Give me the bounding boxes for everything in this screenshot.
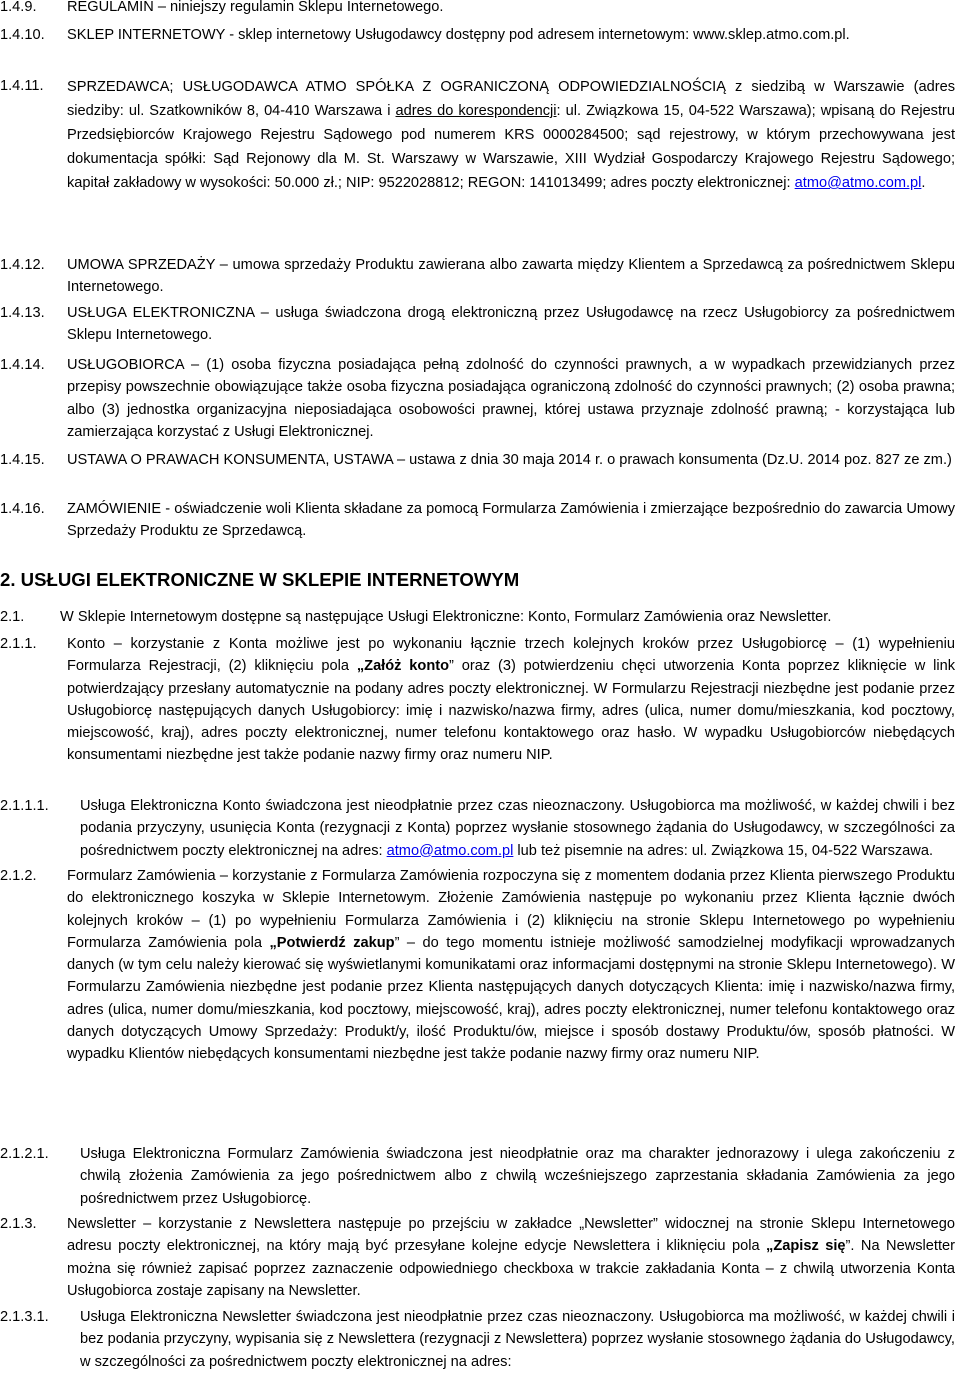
clause-2-1-1 bbox=[0, 633, 955, 767]
email-link[interactable]: atmo@atmo.com.pl bbox=[386, 842, 514, 859]
confirm-purchase-label: „Potwierdź zakup bbox=[269, 934, 395, 951]
clause-2-1-3-1 bbox=[0, 1306, 955, 1373]
clause-2-1-2-1 bbox=[0, 1143, 955, 1210]
clause-text-part: ” – do tego momentu istnieje możliwość samodzielnej modyfikacji wprowadzanych danych (w tym celu należy kierować się wyświetlanymi komunikatami oraz informacjami dostępnymi na stronie Sklepu Internetowego). W Formularzu Zamówienia niezbędne jest podanie przez Klienta następujących danych dotyczących Klienta: imię i nazwisko/nazwa firmy, adres (ulica, numer domu/mieszkania, kod pocztowy, miejscowość, kraj), adres poczty elektronicznej, numer telefonu kontaktowego oraz danych dotyczących Umowy Sprzedaży: Produkt/y, ilość Produktu/ów, miejsce i sposób dostawy Produktu/ów, sposób płatności. W wypadku Klientów niebędących konsumentami niezbędne jest także podanie nazwy firmy oraz numeru NIP. bbox=[67, 934, 956, 1063]
clause-text: SKLEP INTERNETOWY - sklep internetowy Usługodawcy dostępny pod adresem internetowym: www.sklep.atmo.com.pl. bbox=[67, 27, 850, 43]
clause-2-1-3 bbox=[0, 1213, 955, 1302]
create-account-label: „Załóż konto bbox=[356, 658, 450, 675]
email-link[interactable]: atmo@atmo.com.pl bbox=[794, 175, 922, 191]
clause-number: 2.1.3. bbox=[0, 1216, 37, 1232]
clause-number: 1.4.16. bbox=[0, 501, 45, 517]
clause-text-part: lub też pisemnie na adres: ul. Związkowa 15, 04-522 Warszawa. bbox=[513, 842, 934, 859]
clause-text-part: ” oraz (3) potwierdzeniu chęci utworzenia Konta poprzez kliknięcie w link potwierdzający przesłany automatycznie na podany adres poczty elektronicznej. W Formularzu Rejestracji niezbędne jest podanie przez Usługobiorcę następujących danych Usługobiorcy: imię i nazwisko/nazwa firmy, adres (ulica, numer domu/mieszkania, kod pocztowy, miejscowość, kraj), adres poczty elektronicznej, numer telefonu kontaktowego oraz hasło. W wypadku Usługobiorców niebędących konsumentami niezbędne jest także podanie nazwy firmy oraz numeru NIP. bbox=[67, 658, 955, 764]
clause-number: 2.1.1. bbox=[0, 636, 37, 652]
clause-number: 1.4.15. bbox=[0, 452, 45, 468]
clause-text-part: . bbox=[921, 175, 926, 191]
clause-text-part: ”. Na Newsletter można się również zapisać poprzez zaznaczenie odpowiedniego checkboxa w trakcie zakładania Konta – z chwilą utworzenia Konta Usługobiorca zostaje zapisany na Newsletter. bbox=[67, 1238, 955, 1299]
clause-text: USŁUGOBIORCA – (1) osoba fizyczna posiadająca pełną zdolność do czynności prawnych, a w wypadkach przewidzianych przez przepisy powszechnie obowiązujące także osoba fizyczna posiadająca ograniczoną zdolność do czynności prawnych; (2) osoba prawna; albo (3) jednostka organizacyjna nieposiadająca osobowości prawnej, której ustawa przyznaje zdolność prawną; - korzystająca lub zamierzająca korzystać z Usługi Elektronicznej. bbox=[67, 357, 955, 440]
clause-text: USŁUGA ELEKTRONICZNA – usługa świadczona drogą elektroniczną przez Usługodawcę na rzecz Usługobiorcy za pośrednictwem Sklepu Internetowego. bbox=[67, 305, 955, 344]
clause-text-part: : ul. Związkowa 15, 04-522 Warszawa); wpisaną do Rejestru Przedsiębiorców Krajowego Rejestru Sądowego pod numerem KRS 0000284500; sąd rejestrowy, w którym przechowywana jest dokumentacja spółki: Sąd Rejonowy dla M. St. Warszawy w Warszawie, XIII Wydział Gospodarczy Krajowego Rejestru Sądowego; kapitał zakładowy w wysokości: 50.000 zł.; NIP: 9522028812; REGON: 141013499; adres poczty elektronicznej: bbox=[67, 103, 956, 191]
clause-text: W Sklepie Internetowym dostępne są następujące Usługi Elektroniczne: Konto, Formularz Zamówienia oraz Newsletter. bbox=[60, 609, 832, 625]
clause-number: 1.4.10. bbox=[0, 27, 45, 43]
clause-number: 1.4.11. bbox=[0, 78, 44, 94]
clause-1-4-13 bbox=[0, 302, 955, 347]
clause-1-4-12 bbox=[0, 254, 955, 299]
clause-text-part: SPRZEDAWCA; USŁUGODAWCA ATMO SPÓŁKA Z OGRANICZONĄ ODPOWIEDZIALNOŚCIĄ z siedzibą w Warszawie (adres siedziby: ul. Szatkowników 8, 04-410 Warszawa i bbox=[67, 79, 955, 119]
clause-1-4-10 bbox=[0, 24, 955, 46]
subscribe-label: „Zapisz się bbox=[766, 1238, 846, 1255]
clause-number: 2.1.2.1. bbox=[0, 1146, 49, 1162]
clause-text-part: Konto – korzystanie z Konta możliwe jest po wykonaniu łącznie trzech kolejnych kroków przez Usługobiorcę – (1) wypełnieniu Formularza Rejestracji, (2) kliknięciu pola bbox=[67, 636, 955, 675]
clause-text-part: Newsletter – korzystanie z Newslettera następuje po przejściu w zakładce „Newsletter” widocznej na stronie Sklepu Internetowego adresu poczty elektronicznej, na który mają być przesyłane kolejne edycje Newslettera i kliknięciu pola bbox=[67, 1216, 955, 1255]
section-heading: 2. USŁUGI ELEKTRONICZNE W SKLEPIE INTERNETOWYM bbox=[0, 569, 520, 590]
clause-text bbox=[67, 865, 955, 1066]
clause-text: Usługa Elektroniczna Formularz Zamówienia świadczona jest nieodpłatnie oraz ma charakter jednorazowy i ulega zakończeniu z chwilą złożenia Zamówienia za jego pośrednictwem albo z chwilą wcześniejszego zaprzestania składania Zamówienia za jego pośrednictwem przez Usługobiorcę. bbox=[80, 1146, 955, 1207]
clause-number: 2.1. bbox=[0, 609, 25, 625]
clause-text bbox=[67, 1213, 955, 1302]
clause-text bbox=[67, 75, 955, 195]
clause-1-4-15 bbox=[0, 449, 955, 471]
clause-2-1-2 bbox=[0, 865, 955, 1066]
clause-text: UMOWA SPRZEDAŻY – umowa sprzedaży Produktu zawierana albo zawarta między Klientem a Sprzedawcą za pośrednictwem Sklepu Internetowego. bbox=[67, 257, 955, 296]
clause-text bbox=[67, 633, 955, 767]
clause-text-part: Formularz Zamówienia – korzystanie z Formularza Zamówienia rozpoczyna się z momentem dodania przez Klienta pierwszego Produktu do elektronicznego koszyka w Sklepie Internetowym. Złożenie Zamówienia następuje po wykonaniu przez Klienta łącznie dwóch kolejnych kroków – (1) po wypełnieniu Formularza Zamówienia i (2) kliknięciu na stronie Sklepu Internetowego po wypełnieniu Formularza Zamówienia pola bbox=[67, 868, 955, 951]
clause-text: Usługa Elektroniczna Newsletter świadczona jest nieodpłatnie przez czas nieoznaczony. Usługobiorca ma możliwość, w każdej chwili i bez podania przyczyny, wypisania się z Newslettera (rezygnacji z Newslettera) poprzez wysłanie stosownego żądania do Usługodawcy, w szczególności za pośrednictwem poczty elektronicznej na adres: bbox=[80, 1309, 955, 1370]
clause-1-4-16 bbox=[0, 498, 955, 543]
clause-2-1 bbox=[0, 606, 955, 628]
clause-number: 1.4.14. bbox=[0, 357, 45, 373]
clause-number: 1.4.12. bbox=[0, 257, 45, 273]
clause-text-part: Usługa Elektroniczna Konto świadczona jest nieodpłatnie przez czas nieoznaczony. Usługobiorca ma możliwość, w każdej chwili i bez podania przyczyny, usunięcia Konta (rezygnacji z Konta) poprzez wysłanie stosownego żądania do Usługodawcy, w szczególności za pośrednictwem poczty elektronicznej na adres: bbox=[80, 798, 955, 859]
clause-number: 1.4.9. bbox=[0, 0, 37, 15]
clause-1-4-11 bbox=[0, 75, 955, 195]
clause-1-4-14 bbox=[0, 354, 955, 443]
clause-number: 1.4.13. bbox=[0, 305, 45, 321]
clause-text: USTAWA O PRAWACH KONSUMENTA, USTAWA – ustawa z dnia 30 maja 2014 r. o prawach konsumenta (Dz.U. 2014 poz. 827 ze zm.) bbox=[67, 452, 952, 468]
clause-text: ZAMÓWIENIE - oświadczenie woli Klienta składane za pomocą Formularza Zamówienia i zmierzające bezpośrednio do zawarcia Umowy Sprzedaży Produktu ze Sprzedawcą. bbox=[67, 501, 955, 540]
clause-text bbox=[67, 795, 955, 862]
clause-text: REGULAMIN – niniejszy regulamin Sklepu Internetowego. bbox=[67, 0, 444, 15]
clause-number: 2.1.2. bbox=[0, 868, 37, 884]
clause-2-1-1-1 bbox=[0, 795, 955, 862]
correspondence-address-label: adres do korespondencji bbox=[395, 103, 557, 119]
clause-1-4-9 bbox=[0, 0, 955, 18]
clause-number: 2.1.3.1. bbox=[0, 1309, 49, 1325]
clause-number: 2.1.1.1. bbox=[0, 798, 49, 814]
